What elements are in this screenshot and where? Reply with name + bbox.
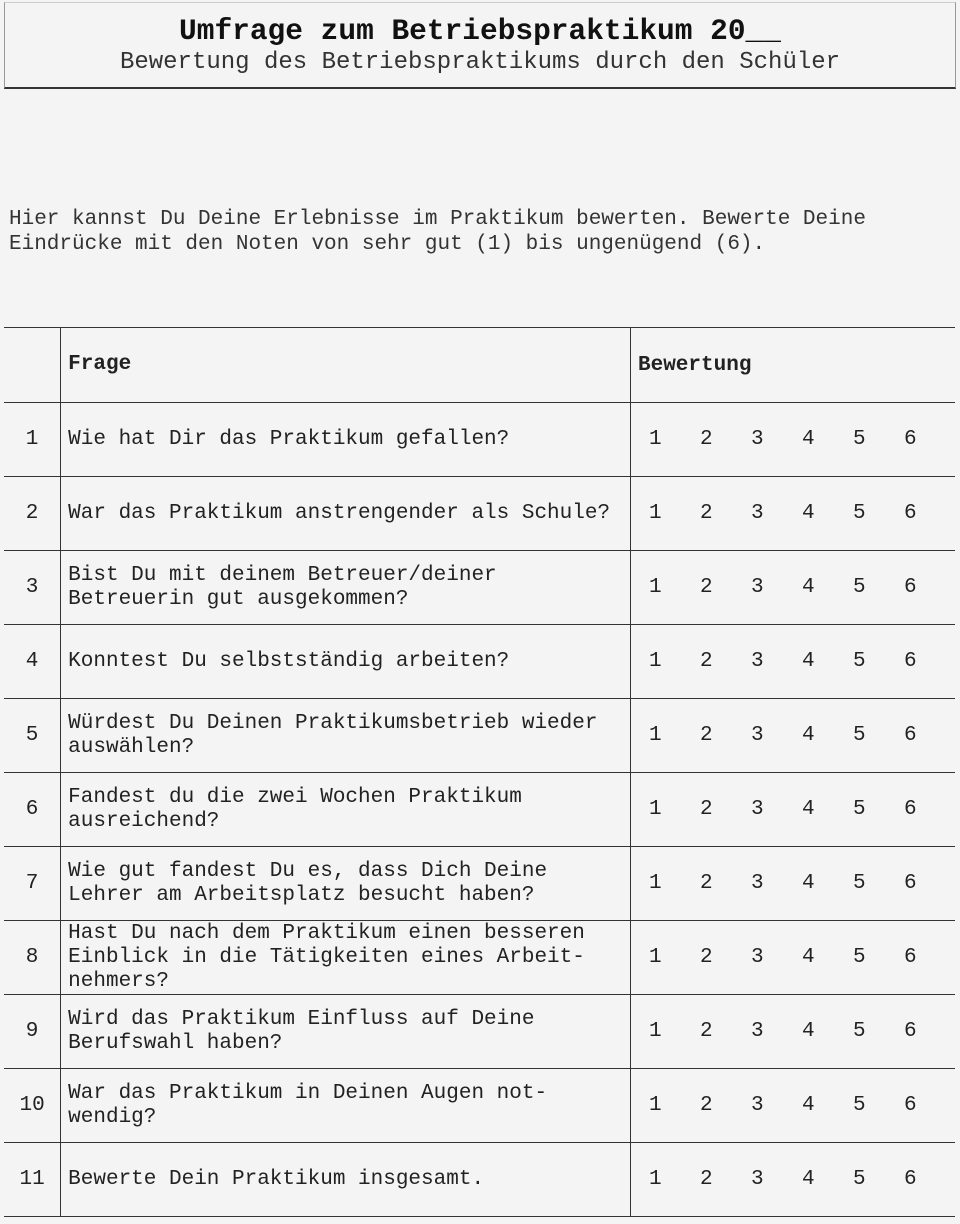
rating-option-6[interactable]: 6 <box>904 502 917 525</box>
question-number: 4 <box>4 625 61 699</box>
rating-option-6[interactable]: 6 <box>904 872 917 895</box>
question-text: Wie gut fandest Du es, dass Dich Deine Lehrer am Arbeitsplatz besucht haben? <box>61 847 631 921</box>
rating-options <box>631 798 955 821</box>
table-row <box>4 1143 955 1217</box>
intro-text: Hier kannst Du Deine Erlebnisse im Praktikum bewerten. Bewerte Deine Eindrücke mit den Noten von sehr gut (1) bis ungenügend (6). <box>9 208 866 256</box>
rating-option-1[interactable]: 1 <box>649 650 662 673</box>
rating-options <box>631 1020 955 1043</box>
question-text: Bist Du mit deinem Betreuer/deiner Betreuerin gut ausgekommen? <box>61 551 631 625</box>
rating-option-5[interactable]: 5 <box>853 724 866 747</box>
document-header <box>4 2 956 89</box>
rating-option-4[interactable]: 4 <box>802 1094 815 1117</box>
question-text: Bewerte Dein Praktikum insgesamt. <box>61 1143 631 1217</box>
rating-option-2[interactable]: 2 <box>700 724 713 747</box>
rating-option-3[interactable]: 3 <box>751 1020 764 1043</box>
rating-option-5[interactable]: 5 <box>853 1168 866 1191</box>
rating-option-6[interactable]: 6 <box>904 650 917 673</box>
rating-option-2[interactable]: 2 <box>700 872 713 895</box>
rating-options <box>631 428 955 451</box>
rating-option-4[interactable]: 4 <box>802 946 815 969</box>
rating-option-5[interactable]: 5 <box>853 798 866 821</box>
rating-option-3[interactable]: 3 <box>751 1168 764 1191</box>
question-number: 10 <box>4 1069 61 1143</box>
rating-option-6[interactable]: 6 <box>904 724 917 747</box>
header-question: Frage <box>61 328 631 403</box>
rating-option-4[interactable]: 4 <box>802 872 815 895</box>
rating-option-4[interactable]: 4 <box>802 650 815 673</box>
question-text: War das Praktikum in Deinen Augen not- wendig? <box>61 1069 631 1143</box>
rating-option-4[interactable]: 4 <box>802 502 815 525</box>
rating-options <box>631 872 955 895</box>
table-row <box>4 773 955 847</box>
rating-option-3[interactable]: 3 <box>751 798 764 821</box>
rating-option-3[interactable]: 3 <box>751 946 764 969</box>
rating-option-4[interactable]: 4 <box>802 428 815 451</box>
rating-option-1[interactable]: 1 <box>649 576 662 599</box>
question-number: 7 <box>4 847 61 921</box>
document-title: Umfrage zum Betriebspraktikum 20__ <box>179 14 781 48</box>
rating-option-4[interactable]: 4 <box>802 724 815 747</box>
rating-option-6[interactable]: 6 <box>904 798 917 821</box>
rating-option-2[interactable]: 2 <box>700 798 713 821</box>
rating-option-5[interactable]: 5 <box>853 872 866 895</box>
rating-option-1[interactable]: 1 <box>649 1094 662 1117</box>
rating-option-2[interactable]: 2 <box>700 946 713 969</box>
question-text: Fandest du die zwei Wochen Praktikum ausreichend? <box>61 773 631 847</box>
table-row <box>4 625 955 699</box>
rating-option-1[interactable]: 1 <box>649 428 662 451</box>
rating-option-6[interactable]: 6 <box>904 1168 917 1191</box>
rating-option-3[interactable]: 3 <box>751 502 764 525</box>
rating-option-3[interactable]: 3 <box>751 576 764 599</box>
question-text: Wird das Praktikum Einfluss auf Deine Berufswahl haben? <box>61 995 631 1069</box>
rating-option-5[interactable]: 5 <box>853 428 866 451</box>
header-rating: Bewertung <box>631 328 956 403</box>
rating-option-4[interactable]: 4 <box>802 1020 815 1043</box>
question-text: Hast Du nach dem Praktikum einen besseren Einblick in die Tätigkeiten eines Arbeit- nehmers? <box>61 921 631 995</box>
rating-option-1[interactable]: 1 <box>649 1168 662 1191</box>
question-number: 2 <box>4 477 61 551</box>
rating-option-5[interactable]: 5 <box>853 502 866 525</box>
rating-option-2[interactable]: 2 <box>700 650 713 673</box>
rating-option-2[interactable]: 2 <box>700 428 713 451</box>
rating-options <box>631 502 955 525</box>
question-number: 6 <box>4 773 61 847</box>
rating-options <box>631 946 955 969</box>
question-number: 3 <box>4 551 61 625</box>
rating-option-5[interactable]: 5 <box>853 650 866 673</box>
question-number: 1 <box>4 403 61 477</box>
table-row <box>4 921 955 995</box>
table-header-row <box>4 328 955 403</box>
question-number: 5 <box>4 699 61 773</box>
rating-option-1[interactable]: 1 <box>649 1020 662 1043</box>
table-row <box>4 1069 955 1143</box>
rating-option-5[interactable]: 5 <box>853 1020 866 1043</box>
table-row <box>4 847 955 921</box>
rating-option-6[interactable]: 6 <box>904 428 917 451</box>
survey-table <box>4 327 955 1217</box>
table-row <box>4 995 955 1069</box>
table-row <box>4 551 955 625</box>
document-subtitle: Bewertung des Betriebspraktikums durch den Schüler <box>119 49 841 76</box>
rating-options <box>631 650 955 673</box>
rating-option-3[interactable]: 3 <box>751 724 764 747</box>
rating-option-1[interactable]: 1 <box>649 946 662 969</box>
rating-option-3[interactable]: 3 <box>751 872 764 895</box>
table-row <box>4 699 955 773</box>
question-number: 9 <box>4 995 61 1069</box>
rating-option-6[interactable]: 6 <box>904 576 917 599</box>
rating-option-4[interactable]: 4 <box>802 798 815 821</box>
rating-option-1[interactable]: 1 <box>649 724 662 747</box>
header-num <box>4 328 61 403</box>
question-text: Konntest Du selbstständig arbeiten? <box>61 625 631 699</box>
table-row <box>4 403 955 477</box>
question-text: Wie hat Dir das Praktikum gefallen? <box>61 403 631 477</box>
question-text: Würdest Du Deinen Praktikumsbetrieb wieder auswählen? <box>61 699 631 773</box>
rating-option-2[interactable]: 2 <box>700 576 713 599</box>
rating-option-3[interactable]: 3 <box>751 650 764 673</box>
rating-option-1[interactable]: 1 <box>649 502 662 525</box>
rating-option-4[interactable]: 4 <box>802 1168 815 1191</box>
question-text: War das Praktikum anstrengender als Schule? <box>61 477 631 551</box>
rating-option-6[interactable]: 6 <box>904 1094 917 1117</box>
rating-option-2[interactable]: 2 <box>700 1094 713 1117</box>
rating-option-1[interactable]: 1 <box>649 872 662 895</box>
table-row <box>4 477 955 551</box>
question-number: 8 <box>4 921 61 995</box>
rating-options <box>631 1168 955 1191</box>
rating-option-6[interactable]: 6 <box>904 946 917 969</box>
rating-options <box>631 1094 955 1117</box>
rating-option-3[interactable]: 3 <box>751 1094 764 1117</box>
rating-option-5[interactable]: 5 <box>853 576 866 599</box>
rating-option-4[interactable]: 4 <box>802 576 815 599</box>
rating-option-1[interactable]: 1 <box>649 798 662 821</box>
rating-option-2[interactable]: 2 <box>700 1168 713 1191</box>
rating-option-6[interactable]: 6 <box>904 1020 917 1043</box>
rating-options <box>631 724 955 747</box>
rating-option-5[interactable]: 5 <box>853 946 866 969</box>
rating-options <box>631 576 955 599</box>
rating-option-3[interactable]: 3 <box>751 428 764 451</box>
question-number: 11 <box>4 1143 61 1217</box>
rating-option-5[interactable]: 5 <box>853 1094 866 1117</box>
rating-option-2[interactable]: 2 <box>700 502 713 525</box>
rating-option-2[interactable]: 2 <box>700 1020 713 1043</box>
